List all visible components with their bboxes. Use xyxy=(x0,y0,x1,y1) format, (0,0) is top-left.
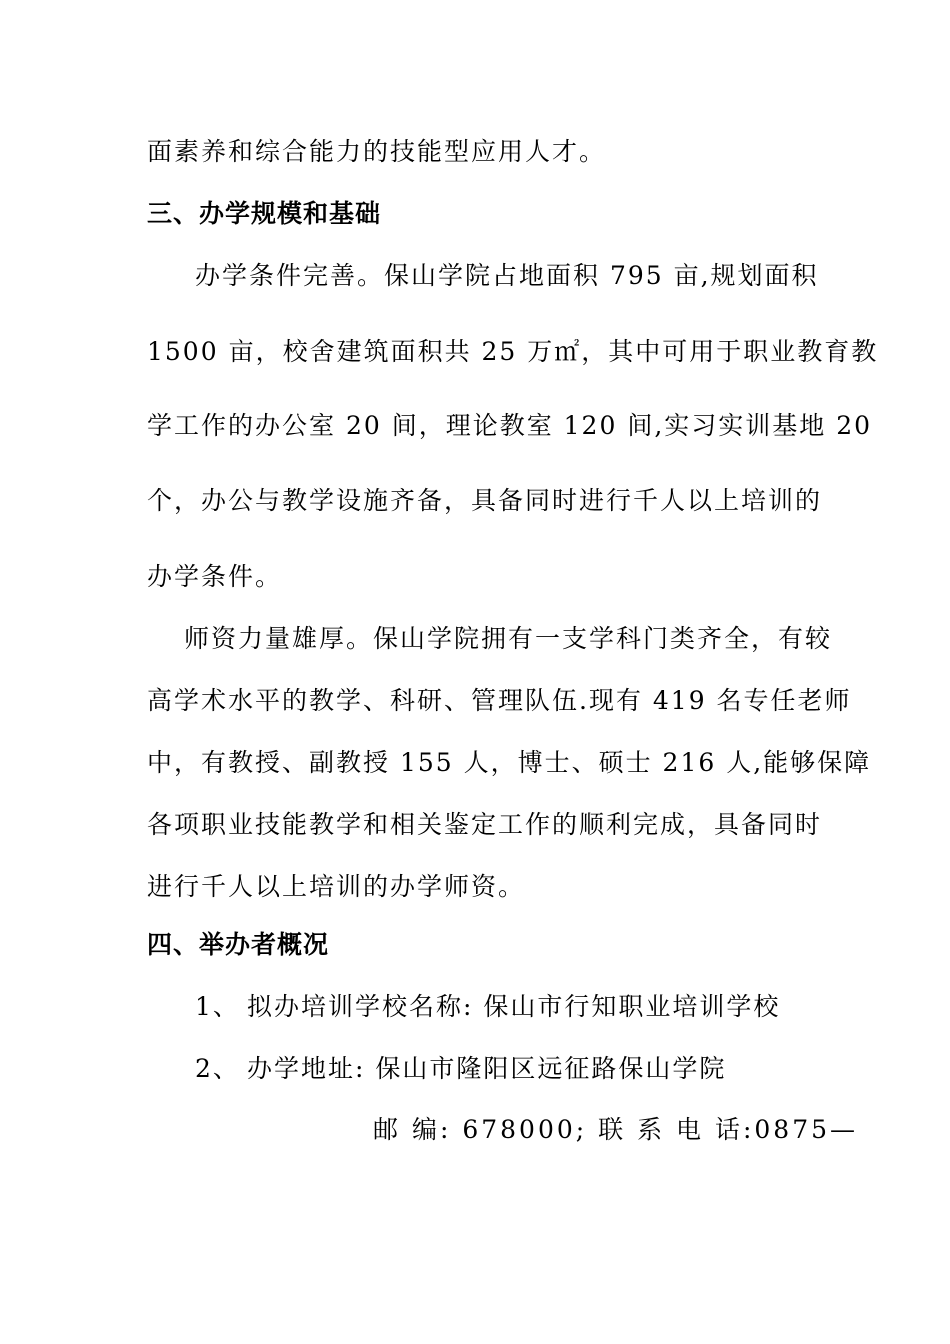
conditions-line-1: 办学条件完善。保山学院占地面积 795 亩,规划面积 xyxy=(195,261,819,290)
list-text: 办学地址: 保山市隆阳区远征路保山学院 xyxy=(247,1054,727,1083)
paragraph-continuation: 面素养和综合能力的技能型应用人才。 xyxy=(147,137,607,166)
section-4-heading: 四、举办者概况 xyxy=(147,930,330,959)
conditions-line-5: 办学条件。 xyxy=(147,562,283,591)
teachers-line-5: 进行千人以上培训的办学师资。 xyxy=(147,872,526,901)
teachers-line-1: 师资力量雄厚。保山学院拥有一支学科门类齐全，有较 xyxy=(184,624,833,653)
conditions-line-4: 个，办公与教学设施齐备，具备同时进行千人以上培训的 xyxy=(147,486,823,515)
contact-line: 邮 编: 678000; 联 系 电 话:0875— xyxy=(373,1115,859,1144)
list-text: 拟办培训学校名称: 保山市行知职业培训学校 xyxy=(247,992,781,1021)
list-number: 1、 xyxy=(195,992,240,1021)
conditions-line-2: 1500 亩，校舍建筑面积共 25 万㎡，其中可用于职业教育教 xyxy=(147,337,879,366)
list-number: 2、 xyxy=(195,1054,240,1083)
list-item-school-name xyxy=(195,990,780,1024)
teachers-line-3: 中，有教授、副教授 155 人，博士、硕士 216 人,能够保障 xyxy=(147,748,872,777)
conditions-line-3: 学工作的办公室 20 间，理论教室 120 间,实习实训基地 20 xyxy=(147,411,873,440)
section-3-heading: 三、办学规模和基础 xyxy=(147,199,382,228)
teachers-line-4: 各项职业技能教学和相关鉴定工作的顺利完成，具备同时 xyxy=(147,810,823,839)
list-item-address xyxy=(195,1052,726,1086)
teachers-line-2: 高学术水平的教学、科研、管理队伍.现有 419 名专任老师 xyxy=(147,686,852,715)
